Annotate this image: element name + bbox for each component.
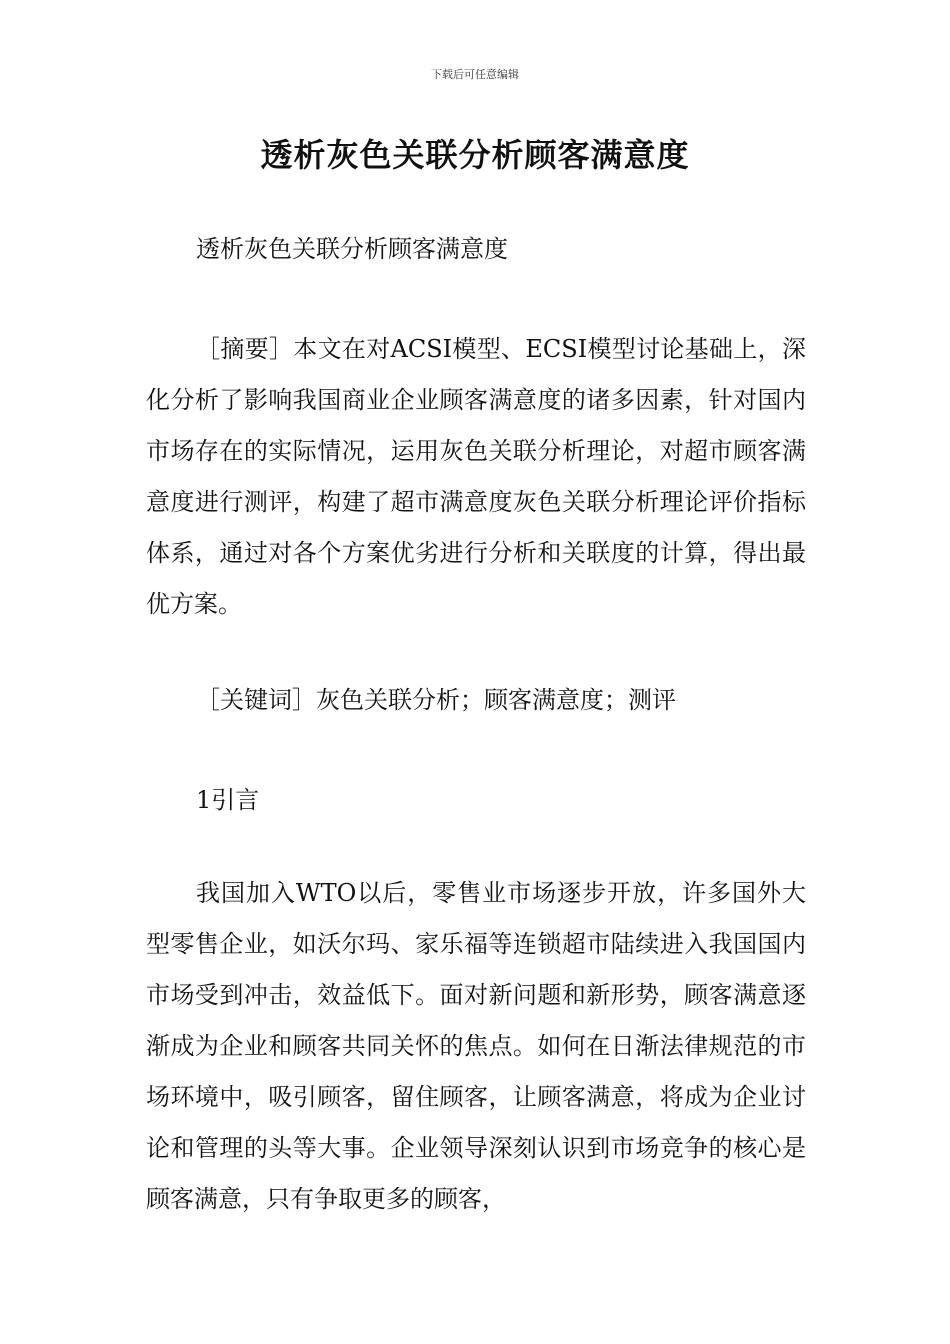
- keywords-paragraph: ［关键词］灰色关联分析；顾客满意度；测评: [196, 686, 676, 714]
- page-title: 透析灰色关联分析顾客满意度: [260, 136, 690, 174]
- abstract-paragraph: ［摘要］本文在对ACSI模型、ECSI模型讨论基础上，深化分析了影响我国商业企业顾客满意度的诸多因素，针对国内市场存在的实际情况，运用灰色关联分析理论，对超市顾客满意度进行测评，构建了超市满意度灰色关联分析理论评价指标体系，通过对各个方案优劣进行分析和关联度的计算，得出最优方案。: [146, 335, 806, 618]
- section-heading: 1引言: [196, 786, 260, 814]
- header-note: 下载后可任意编辑: [431, 68, 519, 81]
- intro-paragraph: 我国加入WTO以后，零售业市场逐步开放，许多国外大型零售企业，如沃尔玛、家乐福等连锁超市陆续进入我国国内市场受到冲击，效益低下。面对新问题和新形势，顾客满意逐渐成为企业和顾客共同关怀的焦点。如何在日渐法律规范的市场环境中，吸引顾客，留住顾客，让顾客满意，将成为企业讨论和管理的头等大事。企业领导深刻认识到市场竞争的核心是顾客满意，只有争取更多的顾客，: [146, 879, 806, 1213]
- document-subtitle: 透析灰色关联分析顾客满意度: [196, 235, 508, 263]
